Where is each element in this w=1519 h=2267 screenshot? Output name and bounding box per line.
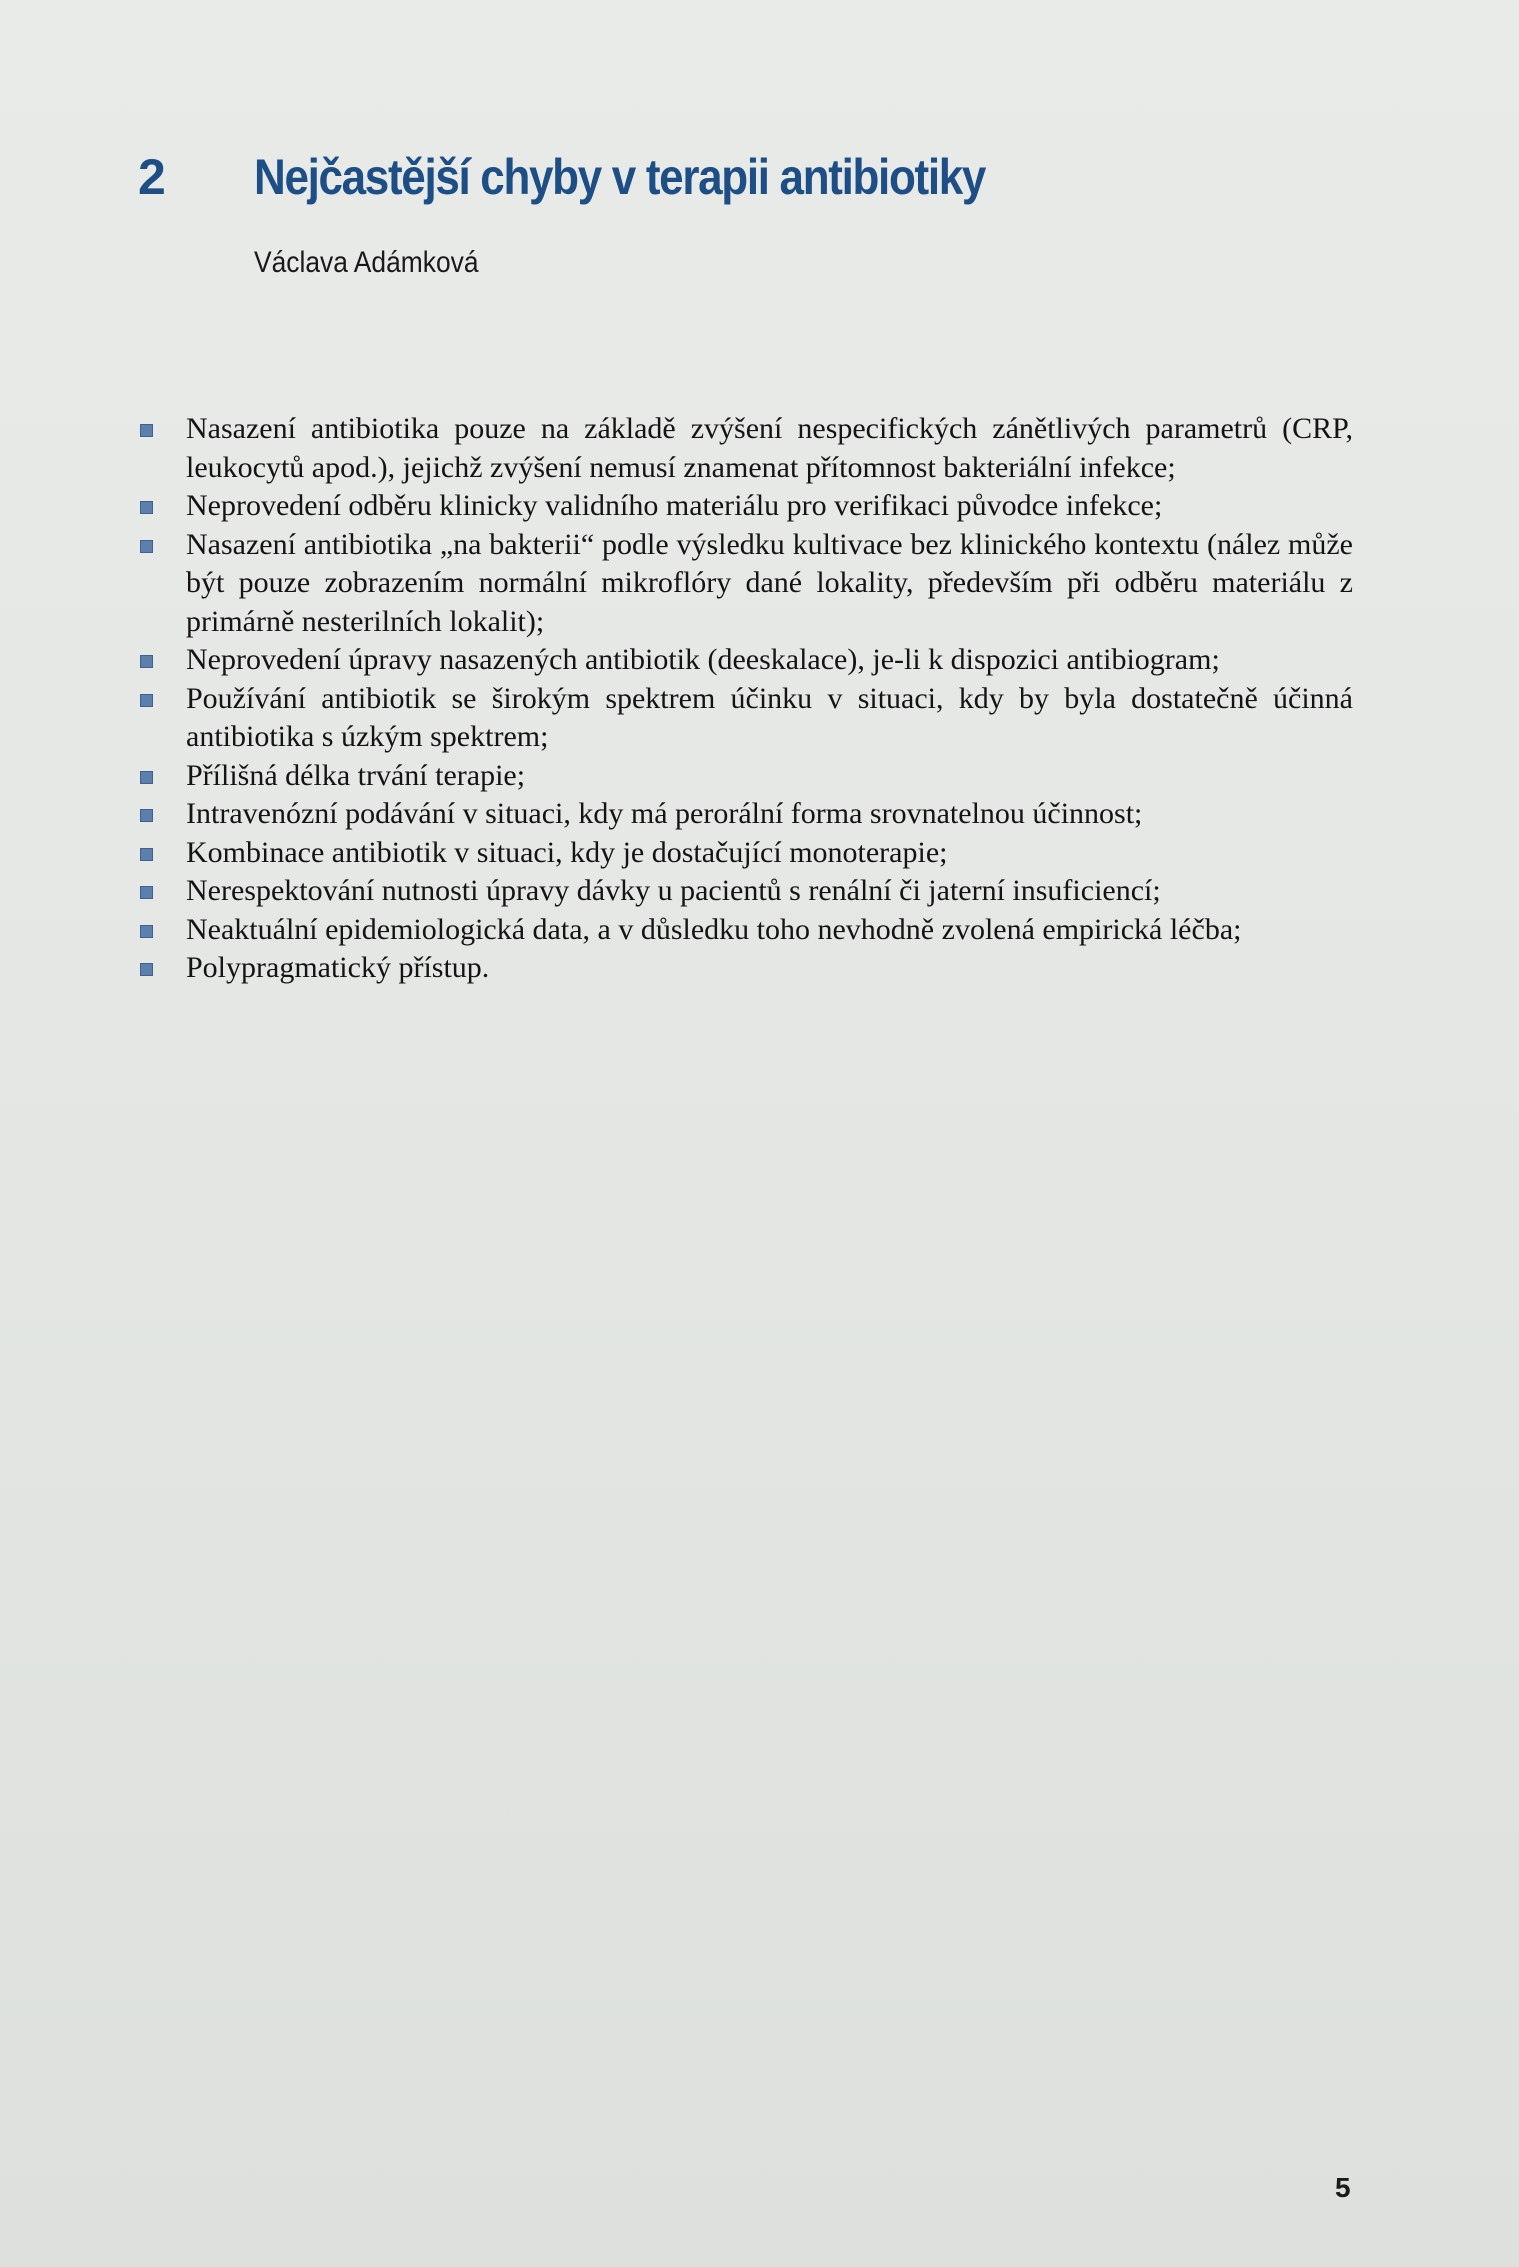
list-item-text: Neaktuální epidemiologická data, a v důsledku toho nevhodně zvolená empirická léčba; [186,912,1242,946]
list-item [138,641,1353,680]
list-item [138,872,1353,911]
chapter-number: 2 [138,149,165,205]
list-item [138,487,1353,526]
list-item [138,410,1353,487]
square-bullet-icon [140,809,153,822]
list-item [138,757,1353,796]
chapter-title: Nejčastější chyby v terapii antibiotiky [254,149,986,205]
list-item [138,680,1353,757]
square-bullet-icon [140,886,153,899]
list-item-text: Neprovedení odběru klinicky validního materiálu pro verifikaci původce infekce; [186,489,1163,522]
square-bullet-icon [140,540,153,553]
square-bullet-icon [140,501,153,514]
list-item-text: Neprovedení úpravy nasazených antibiotik (deeskalace), je-li k dispozici antibiogram; [186,643,1220,676]
square-bullet-icon [140,771,153,784]
list-item-text: Přílišná délka trvání terapie; [186,758,526,792]
list-item [138,526,1353,642]
list-item-text: Polypragmatický přístup. [186,951,490,984]
square-bullet-icon [140,655,153,668]
list-item-text: Intravenózní podávání v situaci, kdy má perorální forma srovnatelnou účinnost; [186,797,1143,830]
list-item [138,949,1353,988]
list-item-text: Kombinace antibiotik v situaci, kdy je dostačující monoterapie; [186,835,948,869]
square-bullet-icon [140,925,153,938]
square-bullet-icon [140,424,153,437]
list-item-text: Nerespektování nutnosti úpravy dávky u pacientů s renální či jaterní insuficiencí; [186,874,1161,907]
list-item [138,795,1353,834]
bullet-list [138,410,1353,988]
square-bullet-icon [140,848,153,861]
square-bullet-icon [140,694,153,707]
list-item [138,834,1353,873]
square-bullet-icon [140,963,153,976]
list-item-text: Nasazení antibiotika pouze na základě zvýšení nespecifických zánětlivých parametrů (CRP, leukocytů apod.), jejichž zvýšení nemusí znamenat přítomnost bakteriální infekce; [186,412,1353,484]
list-item-text: Používání antibiotik se širokým spektrem účinku v situaci, kdy by byla dostatečně účinná antibiotika s úzkým spektrem; [186,681,1353,753]
page-number: 5 [1335,2172,1351,2203]
list-item [138,911,1353,950]
list-item-text: Nasazení antibiotika „na bakterii“ podle výsledku kultivace bez klinického kontextu (nález může být pouze zobrazením normální mikroflóry dané lokality, především při odběru materiálu z primárně nesterilních lokalit); [186,527,1353,638]
chapter-author: Václava Adámková [254,246,479,279]
